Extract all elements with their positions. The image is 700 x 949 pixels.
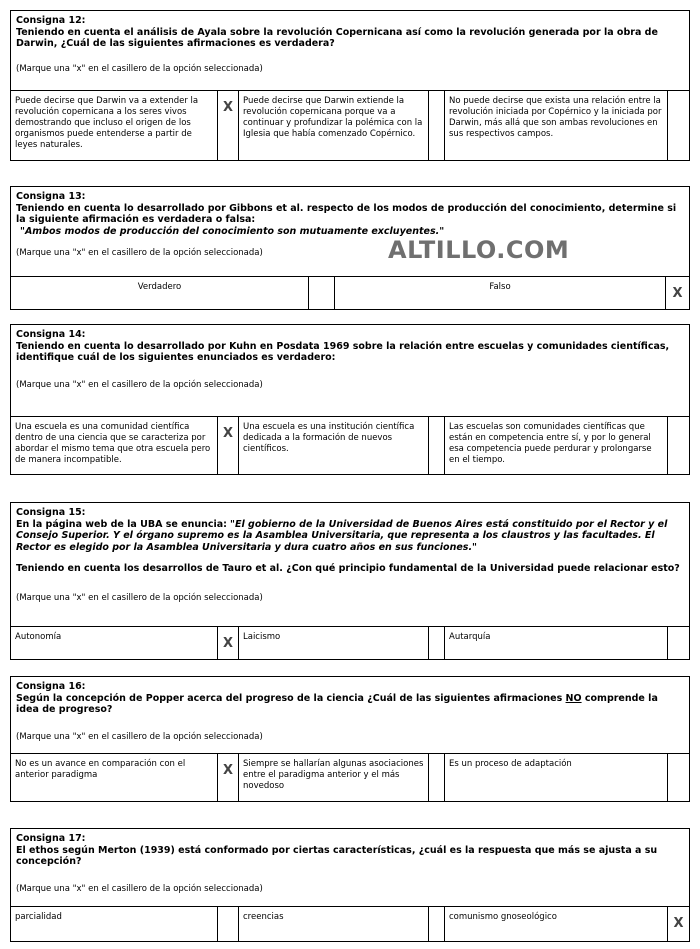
answer-box-a[interactable]: X bbox=[218, 417, 239, 474]
question-text-end: comprende la idea de progreso? bbox=[16, 692, 658, 715]
question-quote: "Ambos modos de producción del conocimiento son mutuamente excluyentes." bbox=[20, 225, 445, 237]
question-text: Teniendo en cuenta los desarrollos de Tauro et al. ¿Con qué principio fundamental de la Universidad puede relacionar esto? bbox=[16, 563, 680, 574]
question-text: Teniendo en cuenta lo desarrollado por Gibbons et al. respecto de los modos de producción del conocimiento, determine si la siguiente afirmación es verdadera o falsa: bbox=[16, 202, 677, 225]
instruction-text: (Marque una "x" en el casillero de la opción seleccionada) bbox=[16, 592, 263, 603]
option-b: Siempre se hallarían algunas asociaciones entre el paradigma anterior y el más novedoso bbox=[239, 754, 429, 801]
answer-box-false[interactable]: X bbox=[672, 286, 683, 301]
answer-box-c[interactable]: X bbox=[673, 916, 684, 931]
option-c: comunismo gnoseológico bbox=[445, 907, 668, 941]
option-b: Laicismo bbox=[239, 627, 429, 659]
answer-box-b[interactable] bbox=[429, 417, 445, 474]
question-text: Según la concepción de Popper acerca del progreso de la ciencia ¿Cuál de las siguientes afirmaciones bbox=[16, 692, 566, 704]
option-a: Puede decirse que Darwin va a extender la revolución copernicana a los seres vivos demostrando que incluso el origen de los organismos puede entenderse a partir de leyes naturales. bbox=[11, 91, 218, 160]
question-text: El ethos según Merton (1939) está conformado por ciertas características, ¿cuál es la respuesta que más se ajusta a su concepción? bbox=[16, 844, 658, 867]
option-b: creencias bbox=[239, 907, 429, 941]
option-c: No puede decirse que exista una relación entre la revolución iniciada por Copérnico y la iniciada por Darwin, más allá que son ambas revoluciones en sus respectivos campos. bbox=[445, 91, 668, 160]
question-title: Consigna 14: bbox=[16, 329, 86, 340]
question-title: Consigna 16: bbox=[16, 681, 86, 692]
option-b: Puede decirse que Darwin extiende la revolución copernicana porque va a continuar y profundizar la polémica con la Iglesia que había comenzado Copérnico. bbox=[239, 91, 429, 160]
instruction-text: (Marque una "x" en el casillero de la opción seleccionada) bbox=[16, 731, 263, 742]
option-false: Falso bbox=[335, 277, 666, 309]
instruction-text: (Marque una "x" en el casillero de la opción seleccionada) bbox=[16, 883, 263, 894]
answer-box-c[interactable] bbox=[668, 627, 689, 659]
question-title: Consigna 17: bbox=[16, 833, 86, 844]
question-title: Consigna 13: bbox=[16, 191, 86, 202]
question-title: Consigna 12: bbox=[16, 15, 86, 26]
answer-box-b[interactable] bbox=[429, 907, 445, 941]
option-c: Autarquía bbox=[445, 627, 668, 659]
answer-box-a[interactable]: X bbox=[218, 627, 239, 659]
question-quote: "El gobierno de la Universidad de Buenos Aires está constituido por el Rector y el Consejo Superior. Y el órgano supremo es la Asamblea Universitaria, que representa a los claustros y las facultades. El Rector es elegido por la Asamblea Universitaria y dura cuatro años en sus funciones." bbox=[16, 518, 668, 553]
answer-box-c[interactable] bbox=[668, 91, 689, 160]
answer-box-b[interactable] bbox=[429, 754, 445, 801]
question-lead: En la página web de la UBA se enuncia: bbox=[16, 518, 227, 530]
question-emphasis: NO bbox=[565, 692, 582, 704]
question-12 bbox=[10, 10, 690, 161]
option-true: Verdadero bbox=[11, 277, 309, 309]
watermark: ALTILLO.COM bbox=[388, 236, 570, 264]
option-a: Una escuela es una comunidad científica dentro de una ciencia que se caracteriza por abordar el mismo tema que otra escuela pero de manera incompatible. bbox=[11, 417, 218, 474]
option-c: Es un proceso de adaptación bbox=[445, 754, 668, 801]
answer-box-c[interactable] bbox=[668, 417, 689, 474]
answer-box-a[interactable]: X bbox=[218, 754, 239, 801]
answer-box-a[interactable]: X bbox=[218, 91, 239, 160]
answer-box-c[interactable] bbox=[668, 754, 689, 801]
question-14 bbox=[10, 324, 690, 475]
instruction-text: (Marque una "x" en el casillero de la opción seleccionada) bbox=[16, 63, 263, 74]
question-15 bbox=[10, 502, 690, 660]
instruction-text: (Marque una "x" en el casillero de la opción seleccionada) bbox=[16, 379, 263, 390]
question-text: Teniendo en cuenta lo desarrollado por Kuhn en Posdata 1969 sobre la relación entre escuelas y comunidades científicas, identifique cuál de los siguientes enunciados es verdadero: bbox=[16, 340, 670, 363]
option-a: No es un avance en comparación con el anterior paradigma bbox=[11, 754, 218, 801]
option-b: Una escuela es una institución científica dedicada a la formación de nuevos científicos. bbox=[239, 417, 429, 474]
question-17 bbox=[10, 828, 690, 942]
option-c: Las escuelas son comunidades científicas que están en competencia entre sí, y por lo general esa competencia puede perdurar y prolongarse en el tiempo. bbox=[445, 417, 668, 474]
question-16 bbox=[10, 676, 690, 802]
answer-box-b[interactable] bbox=[429, 627, 445, 659]
question-13 bbox=[10, 186, 690, 310]
option-a: Autonomía bbox=[11, 627, 218, 659]
answer-box-b[interactable] bbox=[429, 91, 445, 160]
question-text: Teniendo en cuenta el análisis de Ayala sobre la revolución Copernicana así como la revolución generada por la obra de Darwin, ¿Cuál de las siguientes afirmaciones es verdadera? bbox=[16, 26, 658, 49]
option-a: parcialidad bbox=[11, 907, 218, 941]
answer-box-true[interactable] bbox=[309, 277, 335, 309]
answer-box-a[interactable] bbox=[218, 907, 239, 941]
instruction-text: (Marque una "x" en el casillero de la opción seleccionada) bbox=[16, 248, 263, 258]
question-title: Consigna 15: bbox=[16, 507, 86, 518]
